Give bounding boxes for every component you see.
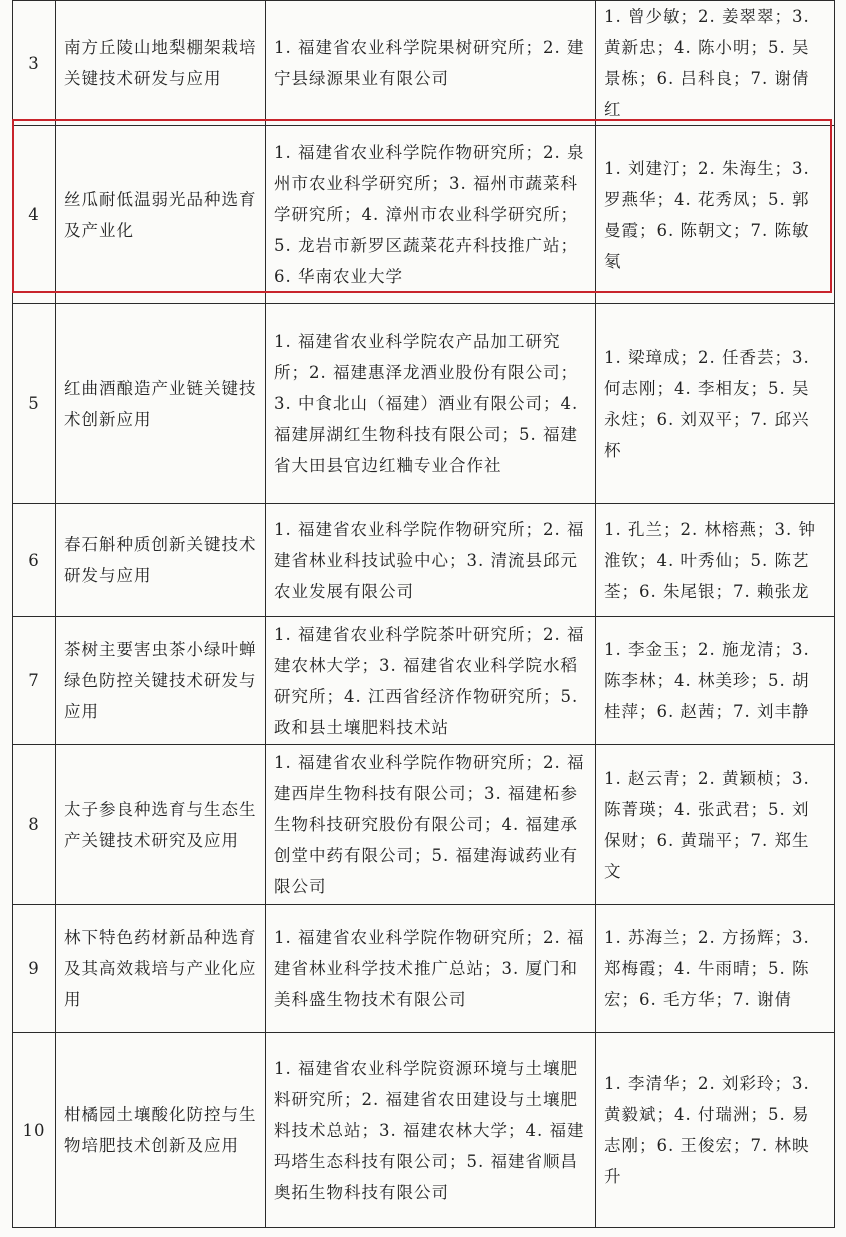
completing-people: 1. 赵云青；2. 黄颖桢；3. 陈菁瑛；4. 张武君；5. 刘保财；6. 黄瑞平；7. 郑生文 (596, 745, 835, 905)
completing-units: 1. 福建省农业科学院作物研究所；2. 泉州市农业科学研究所；3. 福州市蔬菜科学研究所；4. 漳州市农业科学研究所；5. 龙岩市新罗区蔬菜花卉科技推广站；6. 华南农业大学 (266, 126, 596, 304)
project-name: 林下特色药材新品种选育及其高效栽培与产业化应用 (56, 905, 266, 1033)
completing-units: 1. 福建省农业科学院茶叶研究所；2. 福建农林大学；3. 福建省农业科学院水稻研究所；4. 江西省经济作物研究所；5. 政和县土壤肥料技术站 (266, 617, 596, 745)
table-row (13, 1033, 835, 1228)
table-row (13, 1, 835, 126)
table-row (13, 617, 835, 745)
completing-people: 1. 梁璋成；2. 任香芸；3. 何志刚；4. 李相友；5. 吴永炷；6. 刘双平；7. 邱兴杯 (596, 304, 835, 504)
completing-units: 1. 福建省农业科学院作物研究所；2. 福建省林业科技试验中心；3. 清流县邱元农业发展有限公司 (266, 504, 596, 617)
completing-people: 1. 孔兰；2. 林榕燕；3. 钟淮钦；4. 叶秀仙；5. 陈艺荃；6. 朱尾银；7. 赖张龙 (596, 504, 835, 617)
row-number: 6 (13, 504, 56, 617)
row-number: 3 (13, 1, 56, 126)
project-name: 柑橘园土壤酸化防控与生物培肥技术创新及应用 (56, 1033, 266, 1228)
project-name: 茶树主要害虫茶小绿叶蝉绿色防控关键技术研发与应用 (56, 617, 266, 745)
award-project-table (12, 0, 835, 1228)
table-row (13, 745, 835, 905)
row-number: 7 (13, 617, 56, 745)
table-row (13, 504, 835, 617)
completing-people: 1. 刘建汀；2. 朱海生；3. 罗燕华；4. 花秀凤；5. 郭曼霞；6. 陈朝文；7. 陈敏氡 (596, 126, 835, 304)
completing-units: 1. 福建省农业科学院作物研究所；2. 福建省林业科学技术推广总站；3. 厦门和美科盛生物技术有限公司 (266, 905, 596, 1033)
row-number: 8 (13, 745, 56, 905)
row-number: 5 (13, 304, 56, 504)
project-name: 太子参良种选育与生态生产关键技术研究及应用 (56, 745, 266, 905)
completing-units: 1. 福建省农业科学院果树研究所；2. 建宁县绿源果业有限公司 (266, 1, 596, 126)
completing-people: 1. 李金玉；2. 施龙清；3. 陈李林；4. 林美珍；5. 胡桂萍；6. 赵茜；7. 刘丰静 (596, 617, 835, 745)
project-name: 春石斛种质创新关键技术研发与应用 (56, 504, 266, 617)
completing-people: 1. 李清华；2. 刘彩玲；3. 黄毅斌；4. 付瑞洲；5. 易志刚；6. 王俊宏；7. 林映升 (596, 1033, 835, 1228)
table-row-highlighted (13, 126, 835, 304)
row-number: 9 (13, 905, 56, 1033)
completing-units: 1. 福建省农业科学院农产品加工研究所；2. 福建惠泽龙酒业股份有限公司；3. 中食北山（福建）酒业有限公司；4. 福建屏湖红生物科技有限公司；5. 福建省大田县官边红粬专业合作社 (266, 304, 596, 504)
project-name: 丝瓜耐低温弱光品种选育及产业化 (56, 126, 266, 304)
table-row (13, 905, 835, 1033)
completing-units: 1. 福建省农业科学院作物研究所；2. 福建西岸生物科技有限公司；3. 福建柘参生物科技研究股份有限公司；4. 福建承创堂中药有限公司；5. 福建海诚药业有限公司 (266, 745, 596, 905)
completing-people: 1. 苏海兰；2. 方扬辉；3. 郑梅霞；4. 牛雨晴；5. 陈宏；6. 毛方华；7. 谢倩 (596, 905, 835, 1033)
table-row (13, 304, 835, 504)
row-number: 10 (13, 1033, 56, 1228)
completing-people: 1. 曾少敏；2. 姜翠翠；3. 黄新忠；4. 陈小明；5. 吴景栋；6. 吕科良；7. 谢倩红 (596, 1, 835, 126)
completing-units: 1. 福建省农业科学院资源环境与土壤肥料研究所；2. 福建省农田建设与土壤肥料技术总站；3. 福建农林大学；4. 福建玛塔生态科技有限公司；5. 福建省顺昌奥拓生物科技有限公司 (266, 1033, 596, 1228)
project-name: 红曲酒酿造产业链关键技术创新应用 (56, 304, 266, 504)
project-name: 南方丘陵山地梨棚架栽培关键技术研发与应用 (56, 1, 266, 126)
row-number: 4 (13, 126, 56, 304)
